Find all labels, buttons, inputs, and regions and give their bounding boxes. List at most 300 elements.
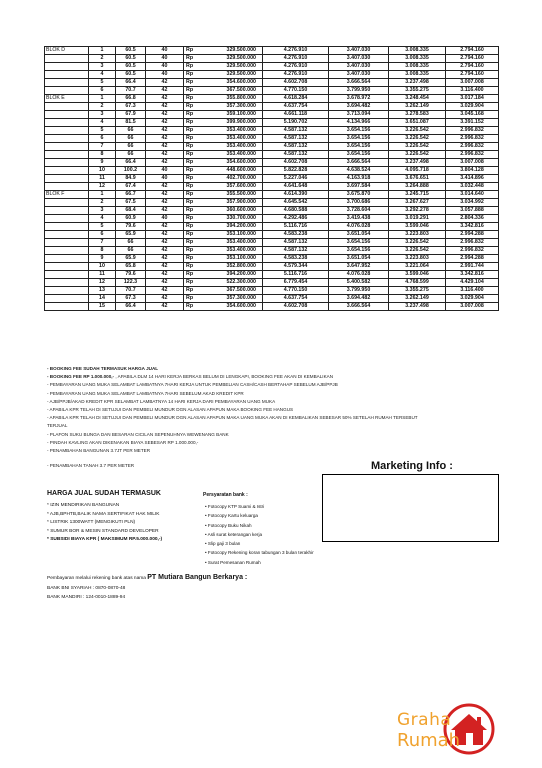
terms-notes	[47, 365, 517, 470]
land-area-cell: 100.2	[116, 167, 146, 175]
unit-number-cell: 2	[89, 199, 116, 207]
currency-cell: Rp	[184, 151, 201, 159]
land-area-cell: 70.7	[116, 87, 146, 95]
unit-number-cell: 8	[89, 247, 116, 255]
blok-label	[45, 287, 89, 295]
installment-cell: 3.728.604	[329, 207, 389, 215]
land-area-cell: 60.9	[116, 215, 146, 223]
building-area-cell: 40	[146, 47, 184, 55]
installment-cell: 4.276.910	[263, 47, 329, 55]
installment-cell: 2.991.744	[446, 263, 499, 271]
price-cell: 352.800.000	[201, 263, 263, 271]
installment-cell: 5.227.046	[263, 175, 329, 183]
table-row	[45, 207, 499, 215]
table-row	[45, 231, 499, 239]
unit-number-cell: 3	[89, 111, 116, 119]
note-booking-fee-included: - BOOKING FEE SUDAH TERMASUK HARGA JUAL	[47, 366, 159, 371]
price-cell: 359.100.000	[201, 111, 263, 119]
table-row	[45, 287, 499, 295]
price-cell: 353.400.000	[201, 143, 263, 151]
table-row	[45, 167, 499, 175]
table-row	[45, 63, 499, 71]
installment-cell: 4.095.718	[389, 167, 446, 175]
table-row	[45, 103, 499, 111]
price-cell: 367.500.000	[201, 87, 263, 95]
blok-label	[45, 79, 89, 87]
unit-number-cell: 4	[89, 119, 116, 127]
installment-cell: 4.429.104	[446, 279, 499, 287]
installment-cell: 3.237.498	[389, 303, 446, 311]
installment-cell: 3.264.888	[389, 183, 446, 191]
blok-label	[45, 135, 89, 143]
installment-cell: 4.276.910	[263, 63, 329, 71]
installment-cell: 3.654.156	[329, 247, 389, 255]
installment-cell: 2.794.160	[446, 71, 499, 79]
table-row	[45, 135, 499, 143]
installment-cell: 3.675.870	[329, 191, 389, 199]
note-interest-rate: - PLAFON SUKU BUNGA DAN BESARAN CICILAN SEPENUHNYA WEWENANG BANK	[47, 431, 229, 437]
persyaratan-list	[205, 502, 314, 567]
currency-cell: Rp	[184, 287, 201, 295]
land-area-cell: 66.4	[116, 159, 146, 167]
installment-cell: 3.694.482	[329, 295, 389, 303]
persyaratan-item: • Fotocopy KTP Suami & Istri	[205, 504, 265, 509]
price-cell: 394.200.000	[201, 271, 263, 279]
unit-number-cell: 3	[89, 63, 116, 71]
blok-label	[45, 111, 89, 119]
table-row	[45, 223, 499, 231]
blok-label	[45, 223, 89, 231]
building-area-cell: 40	[146, 175, 184, 183]
land-area-cell: 66.4	[116, 303, 146, 311]
currency-cell: Rp	[184, 183, 201, 191]
installment-cell: 4.076.028	[329, 223, 389, 231]
table-row	[45, 199, 499, 207]
blok-label	[45, 255, 89, 263]
table-row	[45, 119, 499, 127]
installment-cell: 5.400.582	[329, 279, 389, 287]
note-booking-fee-forfeit: - APABILA KPR TELAH DI SETUJUI DAN PEMBELI MUNDUR DGN ALASAN APAPUN MAKA BOOKING FEE HANGUS	[47, 407, 294, 413]
currency-cell: Rp	[184, 135, 201, 143]
installment-cell: 3.697.584	[329, 183, 389, 191]
land-area-cell: 67.9	[116, 111, 146, 119]
currency-cell: Rp	[184, 63, 201, 71]
price-cell: 353.400.000	[201, 239, 263, 247]
price-cell: 329.500.000	[201, 63, 263, 71]
table-row	[45, 143, 499, 151]
installment-cell: 2.996.832	[446, 151, 499, 159]
building-area-cell: 42	[146, 255, 184, 263]
installment-cell: 3.407.030	[329, 71, 389, 79]
land-area-cell: 66	[116, 127, 146, 135]
currency-cell: Rp	[184, 223, 201, 231]
table-row	[45, 159, 499, 167]
unit-number-cell: 6	[89, 87, 116, 95]
table-row	[45, 279, 499, 287]
currency-cell: Rp	[184, 271, 201, 279]
installment-cell: 3.237.498	[389, 159, 446, 167]
building-area-cell: 40	[146, 71, 184, 79]
price-cell: 399.900.000	[201, 119, 263, 127]
blok-label: BLOK D	[45, 47, 89, 55]
installment-cell: 4.292.486	[263, 215, 329, 223]
currency-cell: Rp	[184, 127, 201, 135]
installment-cell: 3.008.335	[389, 55, 446, 63]
price-cell: 357.600.000	[201, 183, 263, 191]
installment-cell: 2.996.832	[446, 135, 499, 143]
building-area-cell: 42	[146, 135, 184, 143]
installment-cell: 3.678.972	[329, 95, 389, 103]
price-table	[44, 46, 499, 311]
blok-label: BLOK F	[45, 191, 89, 199]
table-row	[45, 71, 499, 79]
installment-cell: 4.583.238	[263, 231, 329, 239]
installment-cell: 2.794.160	[446, 63, 499, 71]
installment-cell: 3.654.156	[329, 135, 389, 143]
blok-label	[45, 119, 89, 127]
price-cell: 355.500.000	[201, 191, 263, 199]
installment-cell: 2.994.288	[446, 231, 499, 239]
blok-label	[45, 207, 89, 215]
building-area-cell: 42	[146, 159, 184, 167]
building-area-cell: 42	[146, 111, 184, 119]
blok-label	[45, 71, 89, 79]
harga-jual-item: * IZIN MENDIRIKAN BANGUNAN	[47, 503, 120, 508]
harga-jual-item: * LISTRIK 1300WATT (MENGIKUTI PLN)	[47, 520, 136, 526]
price-cell: 353.400.000	[201, 151, 263, 159]
table-row	[45, 95, 499, 103]
building-area-cell: 42	[146, 103, 184, 111]
price-cell: 353.400.000	[201, 247, 263, 255]
installment-cell: 3.292.278	[389, 207, 446, 215]
building-area-cell: 42	[146, 279, 184, 287]
installment-cell: 3.237.498	[389, 79, 446, 87]
currency-cell: Rp	[184, 55, 201, 63]
note-down-payment-refund-cont: TERJUAL	[47, 423, 68, 429]
building-area-cell: 42	[146, 223, 184, 231]
installment-cell: 4.587.132	[263, 247, 329, 255]
installment-cell: 3.029.904	[446, 103, 499, 111]
currency-cell: Rp	[184, 79, 201, 87]
currency-cell: Rp	[184, 47, 201, 55]
land-area-cell: 67.5	[116, 199, 146, 207]
building-area-cell: 42	[146, 263, 184, 271]
building-area-cell: 42	[146, 207, 184, 215]
price-cell: 353.100.000	[201, 255, 263, 263]
land-area-cell: 66	[116, 239, 146, 247]
blok-label	[45, 167, 89, 175]
installment-cell: 3.342.816	[446, 271, 499, 279]
harga-jual-title: HARGA JUAL SUDAH TERMASUK	[47, 490, 161, 497]
installment-cell: 3.007.008	[446, 159, 499, 167]
persyaratan-item: • Fotocopy Kartu keluarga	[205, 513, 258, 519]
persyaratan-item: • Fotocopy Rekening koran tabungan 3 bulan terakhir	[205, 550, 314, 556]
note-down-payment-kpr: - PEMBAYARAN UANG MUKA SELAMBAT LAMBATNYA 7HARI SEBELUM AKAD KREDIT KPR	[47, 390, 244, 396]
installment-cell: 3.267.627	[389, 199, 446, 207]
installment-cell: 4.602.708	[263, 79, 329, 87]
installment-cell: 3.223.803	[389, 231, 446, 239]
installment-cell: 3.032.448	[446, 183, 499, 191]
installment-cell: 4.587.132	[263, 151, 329, 159]
installment-cell: 3.654.156	[329, 239, 389, 247]
price-cell: 394.200.000	[201, 223, 263, 231]
installment-cell: 5.116.716	[263, 271, 329, 279]
land-area-cell: 60.5	[116, 55, 146, 63]
price-cell: 353.400.000	[201, 127, 263, 135]
installment-cell: 3.666.564	[329, 159, 389, 167]
installment-cell: 4.276.910	[263, 71, 329, 79]
installment-cell: 4.587.132	[263, 135, 329, 143]
installment-cell: 3.419.438	[329, 215, 389, 223]
bank-bni-account: BANK BNI SYARIAH : 0870-0870-48	[47, 585, 126, 591]
installment-cell: 3.116.400	[446, 87, 499, 95]
unit-number-cell: 10	[89, 167, 116, 175]
installment-cell: 3.355.275	[389, 87, 446, 95]
price-cell: 448.600.000	[201, 167, 263, 175]
unit-number-cell: 6	[89, 135, 116, 143]
currency-cell: Rp	[184, 215, 201, 223]
land-area-cell: 66	[116, 247, 146, 255]
installment-cell: 4.587.132	[263, 239, 329, 247]
price-cell: 355.800.000	[201, 95, 263, 103]
unit-number-cell: 9	[89, 159, 116, 167]
graha-rumah-logo	[397, 700, 527, 760]
note-down-payment-cash: - PEMBAYARAN UANG MUKA SELAMBAT LAMBATNYA 7HARI KERJA UNTUK PEMBELIAN CASH/CASH BERTAHAP SEBELUM AJB/PPJB	[47, 382, 338, 388]
land-area-cell: 65.9	[116, 255, 146, 263]
building-area-cell: 40	[146, 215, 184, 223]
currency-cell: Rp	[184, 103, 201, 111]
price-cell: 353.100.000	[201, 231, 263, 239]
table-row	[45, 215, 499, 223]
blok-label	[45, 151, 89, 159]
installment-cell: 3.262.149	[389, 295, 446, 303]
price-cell: 353.400.000	[201, 135, 263, 143]
bank-mandiri-account: BANK MANDIRI : 124-0010-1889-94	[47, 595, 126, 600]
land-area-cell: 70.7	[116, 287, 146, 295]
currency-cell: Rp	[184, 95, 201, 103]
blok-label	[45, 199, 89, 207]
currency-cell: Rp	[184, 295, 201, 303]
blok-label	[45, 231, 89, 239]
unit-number-cell: 11	[89, 271, 116, 279]
note-building-addition: - PENAMBAHAN BANGUNAN 3.7JT PER METER	[47, 448, 151, 454]
land-area-cell: 66.4	[116, 79, 146, 87]
marketing-info-title: Marketing Info :	[371, 460, 453, 472]
land-area-cell: 66	[116, 151, 146, 159]
installment-cell: 3.057.888	[446, 207, 499, 215]
installment-cell: 2.996.832	[446, 247, 499, 255]
installment-cell: 3.226.542	[389, 135, 446, 143]
installment-cell: 5.116.716	[263, 223, 329, 231]
harga-jual-list	[47, 502, 162, 545]
unit-number-cell: 9	[89, 255, 116, 263]
installment-cell: 4.614.390	[263, 191, 329, 199]
persyaratan-title: Persyaratan bank :	[203, 492, 248, 498]
currency-cell: Rp	[184, 231, 201, 239]
currency-cell: Rp	[184, 247, 201, 255]
installment-cell: 5.190.702	[263, 119, 329, 127]
blok-label	[45, 215, 89, 223]
installment-cell: 4.637.754	[263, 295, 329, 303]
installment-cell: 3.700.686	[329, 199, 389, 207]
blok-label	[45, 247, 89, 255]
note-booking-fee-condition: , APABILA DLM 14 HARI KERJA BERKAS BELUM DI LENGKAPI, BOOKING FEE AKAN DI KEMBALIKAN	[114, 374, 334, 380]
unit-number-cell: 3	[89, 207, 116, 215]
installment-cell: 3.651.054	[329, 255, 389, 263]
building-area-cell: 42	[146, 87, 184, 95]
table-row	[45, 87, 499, 95]
blok-label	[45, 87, 89, 95]
blok-label	[45, 143, 89, 151]
installment-cell: 4.661.118	[263, 111, 329, 119]
installment-cell: 3.221.064	[389, 263, 446, 271]
bank-intro-line	[47, 573, 247, 584]
building-area-cell: 42	[146, 271, 184, 279]
table-row	[45, 247, 499, 255]
installment-cell: 3.804.128	[446, 167, 499, 175]
persyaratan-item: • Surat Pemesanan Rumah	[205, 559, 261, 565]
price-cell: 402.700.000	[201, 175, 263, 183]
installment-cell: 3.008.335	[389, 71, 446, 79]
installment-cell: 3.019.291	[389, 215, 446, 223]
currency-cell: Rp	[184, 175, 201, 183]
installment-cell: 2.996.832	[446, 127, 499, 135]
building-area-cell: 42	[146, 191, 184, 199]
installment-cell: 3.414.896	[446, 175, 499, 183]
land-area-cell: 67.3	[116, 295, 146, 303]
unit-number-cell: 11	[89, 175, 116, 183]
bank-info	[47, 573, 247, 603]
price-cell: 357.300.000	[201, 295, 263, 303]
installment-cell: 3.278.583	[389, 111, 446, 119]
price-table-body	[45, 47, 499, 311]
installment-cell: 3.226.542	[389, 239, 446, 247]
unit-number-cell: 8	[89, 151, 116, 159]
building-area-cell: 42	[146, 79, 184, 87]
building-area-cell: 42	[146, 231, 184, 239]
price-cell: 367.500.000	[201, 287, 263, 295]
table-row	[45, 127, 499, 135]
land-area-cell: 79.6	[116, 271, 146, 279]
installment-cell: 3.407.030	[329, 63, 389, 71]
building-area-cell: 42	[146, 247, 184, 255]
installment-cell: 4.579.344	[263, 263, 329, 271]
installment-cell: 2.996.832	[446, 143, 499, 151]
table-row	[45, 271, 499, 279]
installment-cell: 4.768.599	[389, 279, 446, 287]
persyaratan-item: • Slip gaji 3 bulan	[205, 541, 241, 547]
installment-cell: 5.822.828	[263, 167, 329, 175]
blok-label	[45, 303, 89, 311]
unit-number-cell: 7	[89, 239, 116, 247]
unit-number-cell: 5	[89, 79, 116, 87]
installment-cell: 4.276.910	[263, 55, 329, 63]
land-area-cell: 66	[116, 135, 146, 143]
harga-jual-item: * SUBSIDI BIAYA KPR ( MAKSIMUM RP.5.000.000,-)	[47, 537, 163, 543]
installment-cell: 3.799.950	[329, 87, 389, 95]
currency-cell: Rp	[184, 71, 201, 79]
installment-cell: 3.676.651	[389, 175, 446, 183]
currency-cell: Rp	[184, 255, 201, 263]
building-area-cell: 42	[146, 127, 184, 135]
building-area-cell: 42	[146, 151, 184, 159]
installment-cell: 3.654.156	[329, 143, 389, 151]
installment-cell: 3.694.482	[329, 103, 389, 111]
installment-cell: 3.407.030	[329, 55, 389, 63]
table-row	[45, 55, 499, 63]
currency-cell: Rp	[184, 199, 201, 207]
table-row	[45, 47, 499, 55]
note-booking-fee-amount: - BOOKING FEE RP 1.000.000,-	[47, 374, 115, 380]
land-area-cell: 65.9	[116, 231, 146, 239]
installment-cell: 3.654.156	[329, 151, 389, 159]
blok-label	[45, 271, 89, 279]
land-area-cell: 84.9	[116, 175, 146, 183]
installment-cell: 3.342.816	[446, 223, 499, 231]
blok-label	[45, 295, 89, 303]
table-row	[45, 263, 499, 271]
installment-cell: 4.587.132	[263, 127, 329, 135]
price-cell: 360.600.000	[201, 207, 263, 215]
unit-number-cell: 14	[89, 295, 116, 303]
currency-cell: Rp	[184, 167, 201, 175]
harga-jual-item: * SUMUR BOR & MESIN STANDARD DEVELOPER	[47, 528, 159, 534]
currency-cell: Rp	[184, 263, 201, 271]
installment-cell: 3.034.992	[446, 199, 499, 207]
building-area-cell: 42	[146, 287, 184, 295]
installment-cell: 3.245.715	[389, 191, 446, 199]
note-booking-fee-refund	[47, 373, 517, 381]
installment-cell: 2.994.288	[446, 255, 499, 263]
company-name: PT Mutiara Bangun Berkarya :	[147, 574, 248, 581]
land-area-cell: 67.4	[116, 183, 146, 191]
installment-cell: 3.391.152	[446, 119, 499, 127]
building-area-cell: 42	[146, 295, 184, 303]
installment-cell: 4.076.028	[329, 271, 389, 279]
currency-cell: Rp	[184, 111, 201, 119]
currency-cell: Rp	[184, 303, 201, 311]
installment-cell: 3.045.168	[446, 111, 499, 119]
land-area-cell: 60.5	[116, 63, 146, 71]
installment-cell: 4.641.648	[263, 183, 329, 191]
table-row	[45, 239, 499, 247]
land-area-cell: 66	[116, 143, 146, 151]
price-cell: 357.900.000	[201, 199, 263, 207]
installment-cell: 3.014.640	[446, 191, 499, 199]
installment-cell: 2.996.832	[446, 239, 499, 247]
blok-label	[45, 127, 89, 135]
currency-cell: Rp	[184, 159, 201, 167]
logo-text-graha: Graha	[397, 710, 452, 730]
note-move-plot-fee: - PINDAH KAVLING AKAN DIKENAKAN BIAYA SEBESAR RP 1.000.000,-	[47, 439, 199, 445]
building-area-cell: 42	[146, 199, 184, 207]
table-row	[45, 183, 499, 191]
land-area-cell: 81.5	[116, 119, 146, 127]
land-area-cell: 60.5	[116, 47, 146, 55]
installment-cell: 4.602.708	[263, 159, 329, 167]
installment-cell: 4.680.588	[263, 207, 329, 215]
unit-number-cell: 2	[89, 55, 116, 63]
unit-number-cell: 7	[89, 143, 116, 151]
installment-cell: 3.226.542	[389, 151, 446, 159]
price-cell: 354.600.000	[201, 79, 263, 87]
blok-label	[45, 263, 89, 271]
installment-cell: 3.116.400	[446, 287, 499, 295]
building-area-cell: 42	[146, 183, 184, 191]
price-cell: 354.600.000	[201, 303, 263, 311]
currency-cell: Rp	[184, 119, 201, 127]
blok-label	[45, 103, 89, 111]
